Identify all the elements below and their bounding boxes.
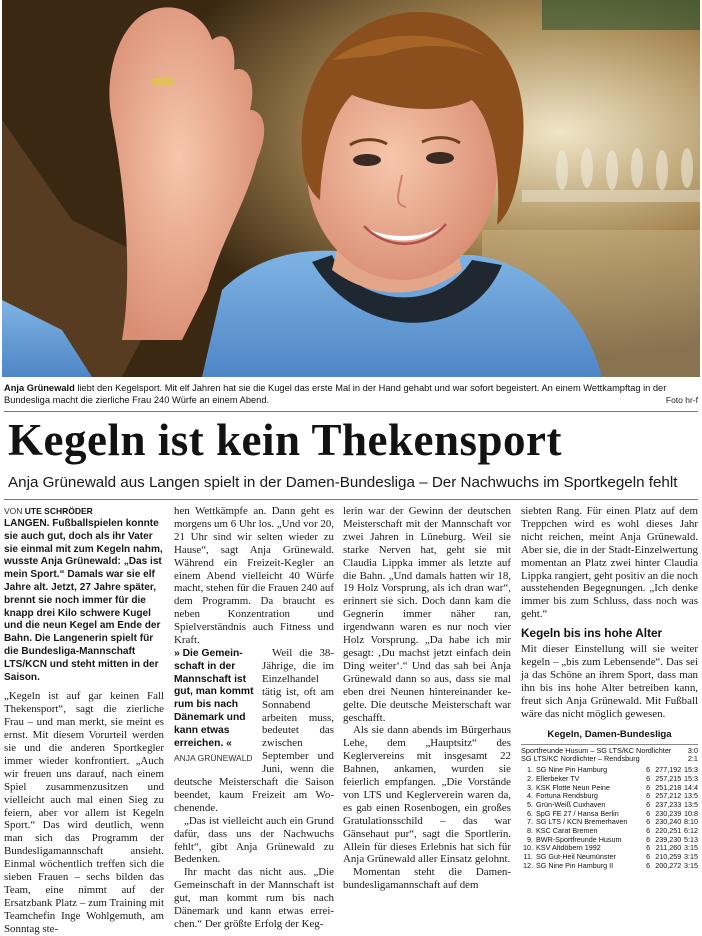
games-cell: 6 <box>646 808 651 818</box>
rank-cell: 12. <box>523 860 533 870</box>
rank-cell: 11. <box>523 852 533 862</box>
points-cell: 5:13 <box>684 834 698 844</box>
games-cell: 6 <box>646 826 651 836</box>
pins-cell: 277,192 <box>655 765 682 775</box>
pins-cell: 210,259 <box>655 852 682 862</box>
pins-cell: 200,272 <box>655 860 682 870</box>
team-cell: SpG FE 27 / Hansa Berlin <box>536 808 619 818</box>
team-cell: KSC Carat Bremen <box>536 826 598 836</box>
caption-text: liebt den Kegelsport. Mit elf Jahren hat sie die Kugel das erste Mal in der Hand gehabt und war sofort begeistert. An einem Wettkampftag in der Bundesliga macht die zierliche Frau 240 Würfe an einem Abend. <box>4 383 667 405</box>
pins-cell: 239,230 <box>655 834 682 844</box>
team-cell: SG Gut-Heil Neumünster <box>536 852 616 862</box>
team-cell: SG Nine Pin Hamburg II <box>536 860 614 870</box>
team-cell: KSK Flotte Neun Peine <box>536 782 610 792</box>
pull-quote <box>174 648 256 765</box>
photo-illustration <box>2 0 700 377</box>
paragraph: „Das ist vielleicht auch ein Grund dafür, dass uns der Nachwuchs fehlt“, gibt Anja Grünewald zu Bedenken. <box>174 814 334 866</box>
rank-cell: 2. <box>527 773 533 783</box>
rank-cell: 7. <box>527 817 533 827</box>
paragraph: hen Wettkämpfe an. Dann geht es morgens um 6 Uhr los. „Und vor 20, 21 Uhr sind wir selten wieder zu Hause“, sagt Anja Grünewald. Während ein Freizeit-Kegler an einem Abend vielleicht 40 Würfe macht, stehen für die Frauen 240 auf dem Programm. Da braucht es neben Konzentration und Spielverständnis auch Fitness und Kraft. <box>174 505 334 647</box>
pins-cell: 257,215 <box>655 773 682 783</box>
games-cell: 6 <box>646 843 651 853</box>
standings-box <box>521 729 698 871</box>
article-column-2 <box>174 505 334 930</box>
games-cell: 6 <box>646 773 651 783</box>
games-cell: 6 <box>646 834 651 844</box>
paragraph: siebten Rang. Für einen Platz auf dem Treppchen wird es wohl dieses Jahr nicht reichen, meint Anja Grünewald. Aber sie, die in der Stadt-Einzelwertung momentan an Platz zwei hinter Claudia Lippka rangiert, geht positiv an die noch ausstehenden Begegnungen. „Ich denke immer bis zum Schluss, dass noch was geht.“ <box>521 505 698 621</box>
photo-caption <box>4 383 698 406</box>
games-cell: 6 <box>646 860 651 870</box>
author-byline <box>4 505 164 517</box>
games-cell: 6 <box>646 791 651 801</box>
paragraph <box>174 647 334 815</box>
points-cell: 8:10 <box>684 817 698 827</box>
team-cell: KSV Altdöbern 1992 <box>536 843 601 853</box>
divider-rule <box>4 499 698 500</box>
paragraph: Als sie dann abends im Bürgerhaus Lehe, dem „Hauptsitz“ des Keglervereins mit insgesamt 22 Bahnen, ankamen, wurden sie feierlich empfangen. „Die Vorstände von LTS und Keglerverein waren da, es gab einen Rosenbogen, ein großes Gratulationsschild – das war Gänsehaut pur“, sagt die Sportlerin. Allein für dieses Erlebnis hat sich für Anja Grünewald aller Einsatz gelohnt. <box>343 724 511 866</box>
divider-rule <box>4 411 698 412</box>
pins-cell: 220,251 <box>655 826 682 836</box>
pins-cell: 257,212 <box>655 791 682 801</box>
pins-cell: 237,233 <box>655 799 682 809</box>
match-score: 2:1 <box>687 754 698 764</box>
article-column-4 <box>521 505 698 907</box>
points-cell: 6:12 <box>684 826 698 836</box>
match-result <box>521 755 698 764</box>
games-cell: 6 <box>646 782 651 792</box>
points-cell: 10:8 <box>684 808 698 818</box>
standings-title: Kegeln, Damen-Bundesliga <box>521 729 698 745</box>
points-cell: 3:15 <box>684 860 698 870</box>
article-column-3 <box>343 505 511 907</box>
match-score: 3:0 <box>687 745 698 755</box>
paragraph: lerin war der Gewinn der deutschen Meisterschaft mit der Mannschaft vor zwei Jahren in Lüneburg. Weil sie starke Nerven hat, geht sie mit Claudia Lippka immer als letzte auf die Bahn. „Und damals hatten wir 18, 19 Holz Vorsprung, als ich dran war“, erinnert sie sich. Doch dann kam die Gegnerin immer näher ran, irgendwann waren es nur noch vier Holz Vorsprung. „Da habe ich mir gesagt: ‚Du machst jetzt einfach dein Ding weiter‘.“ Und das sah bei Anja Grünewald dann so aus, dass sie mal eben drei Neunen hintereinander kegelte. Die deutsche Meisterschaft war geschafft. <box>343 505 511 724</box>
games-cell: 6 <box>646 799 651 809</box>
article-column-1 <box>4 505 164 935</box>
paragraph: Ihr macht das nicht aus. „Die Gemeinschaft in der Mannschaft ist gut, man kommt rum bis nach Dänemark und kann etwas erreichen.“ Der größte Erfolg der Keg- <box>174 866 334 930</box>
pins-cell: 230,240 <box>655 817 682 827</box>
points-cell: 13:5 <box>684 791 698 801</box>
match-teams: Sportfreunde Husum – SG LTS/KC Nordlichter <box>521 745 672 755</box>
points-cell: 3:15 <box>684 843 698 853</box>
team-cell: SG LTS / KCN Bremerhaven <box>536 817 628 827</box>
author-name: UTE SCHRÖDER <box>24 506 93 516</box>
standings-table <box>521 766 698 870</box>
paragraph: Mit dieser Einstellung will sie weiter kegeln – „bis zum Lebensende“. Das sei ja das Schöne an ihrem Sport, dass man ihn bis ins hohe Alter betreiben kann, freut sich Anja Grünewald. Mit Fußball wäre das nicht möglich gewesen. <box>521 643 698 720</box>
points-cell: 15:3 <box>684 765 698 775</box>
rank-cell: 4. <box>527 791 533 801</box>
pins-cell: 251,218 <box>655 782 682 792</box>
games-cell: 6 <box>646 817 651 827</box>
paragraph-text: Weil die 38-Jährige, die im Einzelhandel tätig ist, oft am Sonnabend arbeiten muss, bedeutet das zwischen September und Juni, wenn die deutsche Meisterschaft die Saison beendet, kaum Freizeit am Wochenende. <box>174 646 334 814</box>
points-cell: 15:3 <box>684 773 698 783</box>
team-cell: Grün-Weiß Cuxhaven <box>536 799 606 809</box>
article-photo <box>2 0 700 377</box>
team-cell: Ellerbeker TV <box>536 773 580 783</box>
caption-name: Anja Grünewald <box>4 383 75 393</box>
rank-cell: 1. <box>527 765 533 775</box>
points-cell: 14:4 <box>684 782 698 792</box>
pull-quote-author: ANJA GRÜNEWALD <box>174 753 253 764</box>
team-cell: BWR-Sportfreunde Husum <box>536 834 622 844</box>
pins-cell: 211,260 <box>655 843 682 853</box>
rank-cell: 10. <box>523 843 533 853</box>
rank-cell: 5. <box>527 799 533 809</box>
author-prefix: VON <box>4 506 23 516</box>
article-subheadline: Anja Grünewald aus Langen spielt in der Damen-Bundesliga – Der Nachwuchs im Sportkegeln fehlt <box>8 474 678 491</box>
points-cell: 3:15 <box>684 852 698 862</box>
match-teams: SG LTS/KC Nordlichter – Rendsburg <box>521 754 640 764</box>
section-subheading: Kegeln bis ins hohe Alter <box>521 626 663 641</box>
team-cell: Fortuna Rendsburg <box>536 791 598 801</box>
article-intro: LANGEN. Fußballspielen konnte sie auch gut, doch als ihr Vater sie einmal mit zum Kegeln nahm, wusste Anja Grünewald: „Das ist mein Sport.“ Damals war sie elf Jahre alt. Jetzt, 27 Jahre später, brennt sie noch immer für die knapp drei Kilo schwere Kugel und die neun Kegel am Ende der Bahn. Die Langenerin spielt für die Bundesliga-Mannschaft LTS/KCN und steht mitten in der Saison. <box>4 518 163 683</box>
paragraph: „Kegeln ist auf gar keinen Fall Thekensport“, sagt die zierliche Frau – und man merkt, sie meint es ernst. Mit diesem Vorurteil werden sie und die anderen Sportkegler immer wieder konfrontiert. „Auch wir freuen uns darauf, nach einem Spiel zusammenzusitzen und vielleicht auch mal einen Sieg zu feiern, aber vor allem ist Kegeln Sport.“ Das wird deutlich, wenn man sich das Programm der Bundesligamannschaft ansieht. Einmal wöchentlich treffen sich die sieben Frauen – sechs bilden das Team, eine nimmt auf der Ersatzbank Platz – zum Training mit Teamchefin Inge Wohlgemuth, am Sonntag ste- <box>4 690 164 935</box>
pull-quote-text: » Die Gemeinschaft in der Mannschaft ist gut, man kommt rum bis nach Dänemark und kann etwas erreichen. « <box>174 647 254 749</box>
article-headline: Kegeln ist kein Thekensport <box>8 415 562 465</box>
points-cell: 13:5 <box>684 799 698 809</box>
rank-cell: 6. <box>527 808 533 818</box>
table-row <box>521 862 698 871</box>
rank-cell: 3. <box>527 782 533 792</box>
photo-credit: Foto hr-f <box>665 395 698 405</box>
pins-cell: 230,239 <box>655 808 682 818</box>
paragraph: Momentan steht die Damenbundesligamannschaft auf dem <box>343 866 511 892</box>
rank-cell: 9. <box>527 834 533 844</box>
team-cell: SG Nine Pin Hamburg <box>536 765 608 775</box>
games-cell: 6 <box>646 852 651 862</box>
rank-cell: 8. <box>527 826 533 836</box>
games-cell: 6 <box>646 765 651 775</box>
